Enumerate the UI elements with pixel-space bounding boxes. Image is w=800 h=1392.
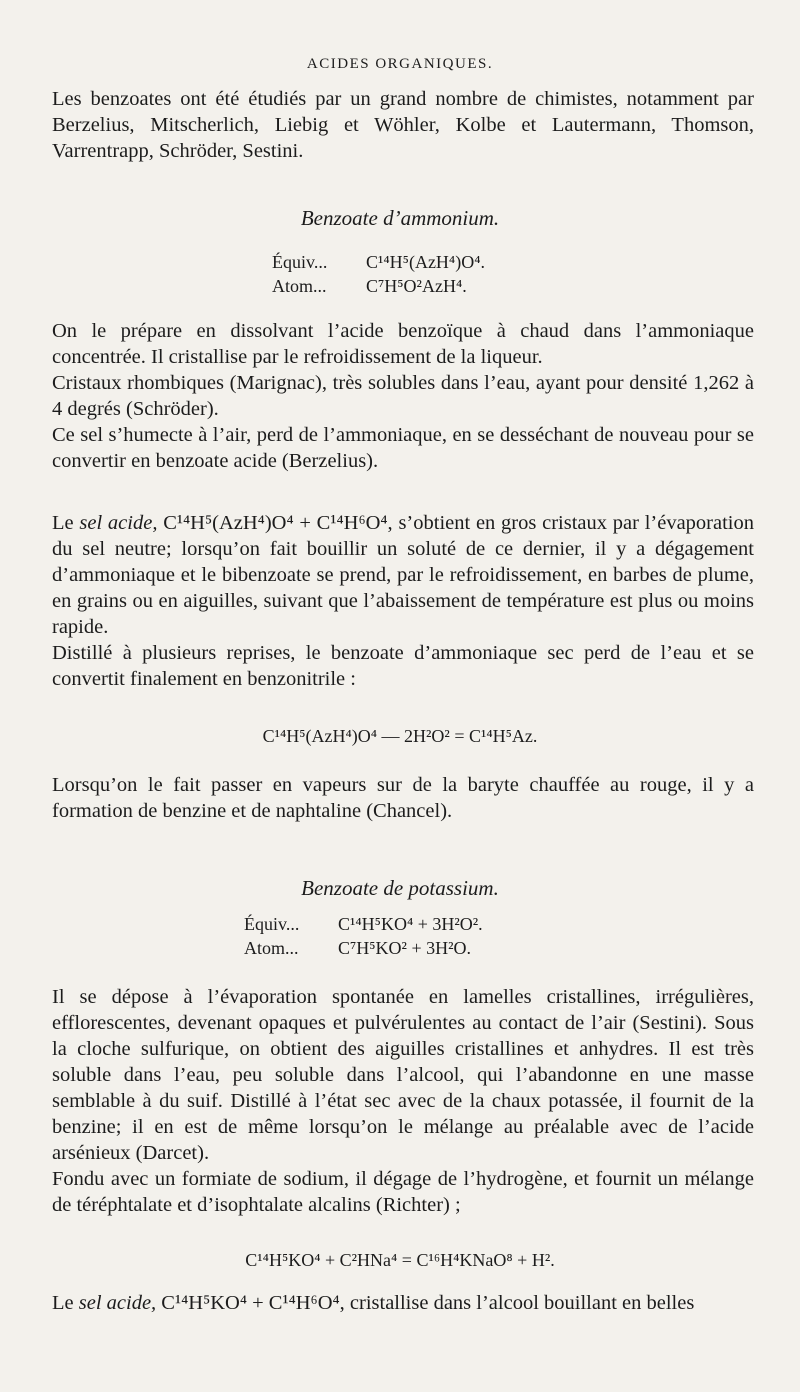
chancel-block xyxy=(52,772,754,824)
section-title-potassium: Benzoate de potassium. xyxy=(301,876,499,900)
potassium-text-block xyxy=(52,984,754,1218)
paragraph-acid-salt xyxy=(52,510,754,640)
atom-formula: C⁷H⁵KO² + 3H²O. xyxy=(338,938,471,958)
intro-paragraph: Les benzoates ont été étudiés par un grand nombre de chimistes, notamment par Berzelius, Mitscherlich, Liebig et Wöhler, Kolbe et Lautermann, Thomson, Varrentrapp, Schröder, Sestini. xyxy=(52,88,754,162)
final-line-block xyxy=(52,1290,754,1316)
equiv-label: Équiv... xyxy=(244,914,300,934)
atom-label: Atom... xyxy=(272,276,327,296)
lead-word: Le xyxy=(52,512,74,534)
ammonium-text-block xyxy=(52,318,754,474)
lead-word: Le xyxy=(52,1292,74,1314)
acid-salt-block xyxy=(52,510,754,692)
atom-formula: C⁷H⁵O²AzH⁴. xyxy=(366,276,467,296)
equiv-label: Équiv... xyxy=(272,252,328,272)
italic-term: sel acide, xyxy=(79,512,158,534)
paragraph-body: C¹⁴H⁵KO⁴ + C¹⁴H⁶O⁴, cristallise dans l’alcool bouillant en belles xyxy=(161,1292,695,1314)
paragraph-crystals: Cristaux rhombiques (Marignac), très solubles dans l’eau, ayant pour densité 1,262 à 4 degrés (Schröder). xyxy=(52,372,754,420)
italic-term: sel acide, xyxy=(78,1292,157,1314)
intro-paragraph-block xyxy=(52,86,754,164)
equation-benzonitrile: C¹⁴H⁵(AzH⁴)O⁴ — 2H²O² = C¹⁴H⁵Az. xyxy=(262,726,538,746)
paragraph-vapors: Lorsqu’on le fait passer en vapeurs sur de la baryte chauffée au rouge, il y a formation de benzine et de naphtaline (Chancel). xyxy=(52,774,754,822)
paragraph-humidity: Ce sel s’humecte à l’air, perd de l’ammoniaque, en se desséchant de nouveau pour se convertir en benzoate acide (Berzelius). xyxy=(52,424,754,472)
equation-formiate: C¹⁴H⁵KO⁴ + C²HNa⁴ = C¹⁶H⁴KNaO⁸ + H². xyxy=(245,1250,555,1270)
equiv-formula: C¹⁴H⁵KO⁴ + 3H²O². xyxy=(338,914,483,934)
equiv-formula: C¹⁴H⁵(AzH⁴)O⁴. xyxy=(366,252,485,272)
atom-label: Atom... xyxy=(244,938,299,958)
paragraph-deposition: Il se dépose à l’évaporation spontanée en lamelles cristallines, irrégulières, efflorescentes, devenant opaques et pulvérulentes au contact de l’air (Sestini). Sous la cloche sulfurique, on obtient des aiguilles cristallines et anhydres. Il est très soluble dans l’eau, peu soluble dans l’alcool, qui l’abandonne en une masse semblable à du suif. Distillé à l’état sec avec de la chaux potassée, il fournit de la benzine; il en est de même lorsqu’on le mélange au préalable avec de l’acide arsénieux (Darcet). xyxy=(52,986,754,1164)
formula-block-potassium xyxy=(244,912,483,960)
paragraph-distillation: Distillé à plusieurs reprises, le benzoate d’ammoniaque sec perd de l’eau et se convertit finalement en benzonitrile : xyxy=(52,642,754,690)
running-header: ACIDES ORGANIQUES. xyxy=(306,56,494,72)
formula-block-ammonium xyxy=(272,250,485,298)
paragraph-preparation: On le prépare en dissolvant l’acide benzoïque à chaud dans l’ammoniaque concentrée. Il cristallise par le refroidissement de la liqueur. xyxy=(52,320,754,368)
section-title-ammonium: Benzoate d’ammonium. xyxy=(300,206,500,230)
paragraph-body: C¹⁴H⁵(AzH⁴)O⁴ + C¹⁴H⁶O⁴, s’obtient en gros cristaux par l’évaporation du sel neutre; lorsqu’on fait bouillir un soluté de ce dernier, il y a dégagement d’ammoniaque et le bibenzoate se prend, par le refroidissement, en barbes de plume, en grains ou en aiguilles, suivant que l’abaissement de température est plus ou moins rapide. xyxy=(52,512,755,638)
paragraph-fusion: Fondu avec un formiate de sodium, il dégage de l’hydrogène, et fournit un mélange de téréphtalate et d’isophtalate alcalins (Richter) ; xyxy=(52,1168,754,1216)
paragraph-acid-salt-potassium xyxy=(52,1290,754,1316)
